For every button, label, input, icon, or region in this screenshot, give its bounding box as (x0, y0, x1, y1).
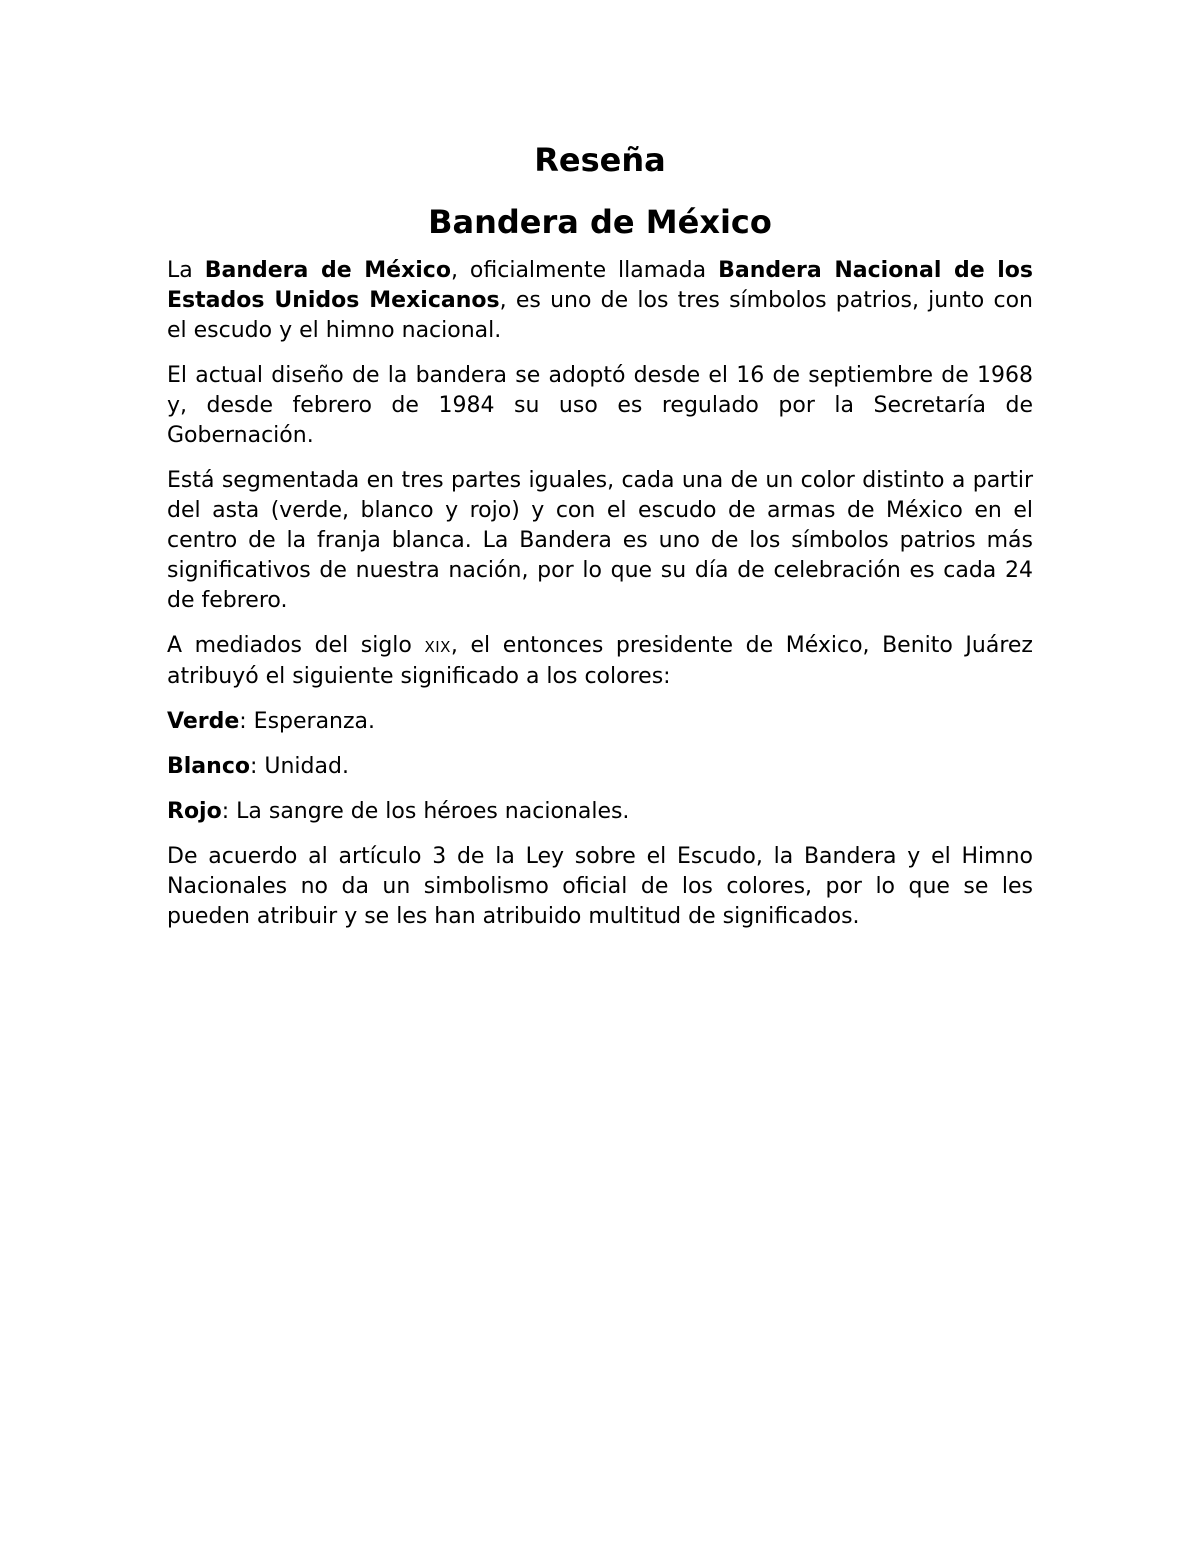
color-item-verde (167, 707, 1033, 737)
document-subtitle: Bandera de México (428, 203, 772, 241)
color-meaning: : La sangre de los héroes nacionales. (221, 799, 630, 824)
intro-text-2: , oficialmente llamada (450, 258, 719, 283)
juarez-text-1: A mediados del siglo (167, 633, 425, 658)
color-name: Rojo (167, 799, 222, 824)
juarez-text-2: , el entonces presidente de México, Benito Juárez atribuyó el siguiente significado a los colores: (167, 633, 1033, 689)
color-item-blanco (167, 752, 1033, 782)
color-name: Blanco (167, 754, 250, 779)
document-body (167, 140, 1033, 947)
paragraph-juarez (167, 631, 1033, 692)
intro-text-3: , es uno de los tres símbolos patrios, junto con el escudo y el himno nacional. (167, 288, 1034, 343)
color-name: Verde (167, 709, 240, 734)
document-title: Reseña (534, 141, 666, 179)
paragraph-segments: Está segmentada en tres partes iguales, cada una de un color distinto a partir del asta (verde, blanco y rojo) y con el escudo de armas de México en el centro de la franja blanca. La Bandera es uno de los símbolos patrios más significativos de nuestra nación, por lo que su día de celebración es cada 24 de febrero. (167, 468, 1033, 613)
paragraph-law: De acuerdo al artículo 3 de la Ley sobre el Escudo, la Bandera y el Himno Nacionales no da un simbolismo oficial de los colores, por lo que se les pueden atribuir y se les han atribuido multitud de significados. (167, 844, 1033, 929)
intro-bold-2: Bandera Nacional de los Estados Unidos Mexicanos (167, 258, 1034, 313)
color-item-rojo (167, 797, 1033, 827)
paragraph-design: El actual diseño de la bandera se adoptó desde el 16 de septiembre de 1968 y, desde febrero de 1984 su uso es regulado por la Secretaría de Gobernación. (167, 363, 1033, 448)
color-meaning: : Esperanza. (239, 709, 376, 734)
intro-bold-1: Bandera de México (204, 258, 451, 283)
color-meaning: : Unidad. (249, 754, 349, 779)
intro-text-1: La (167, 258, 205, 283)
paragraph-intro (167, 256, 1033, 346)
century-numeral: XIX (424, 638, 451, 656)
